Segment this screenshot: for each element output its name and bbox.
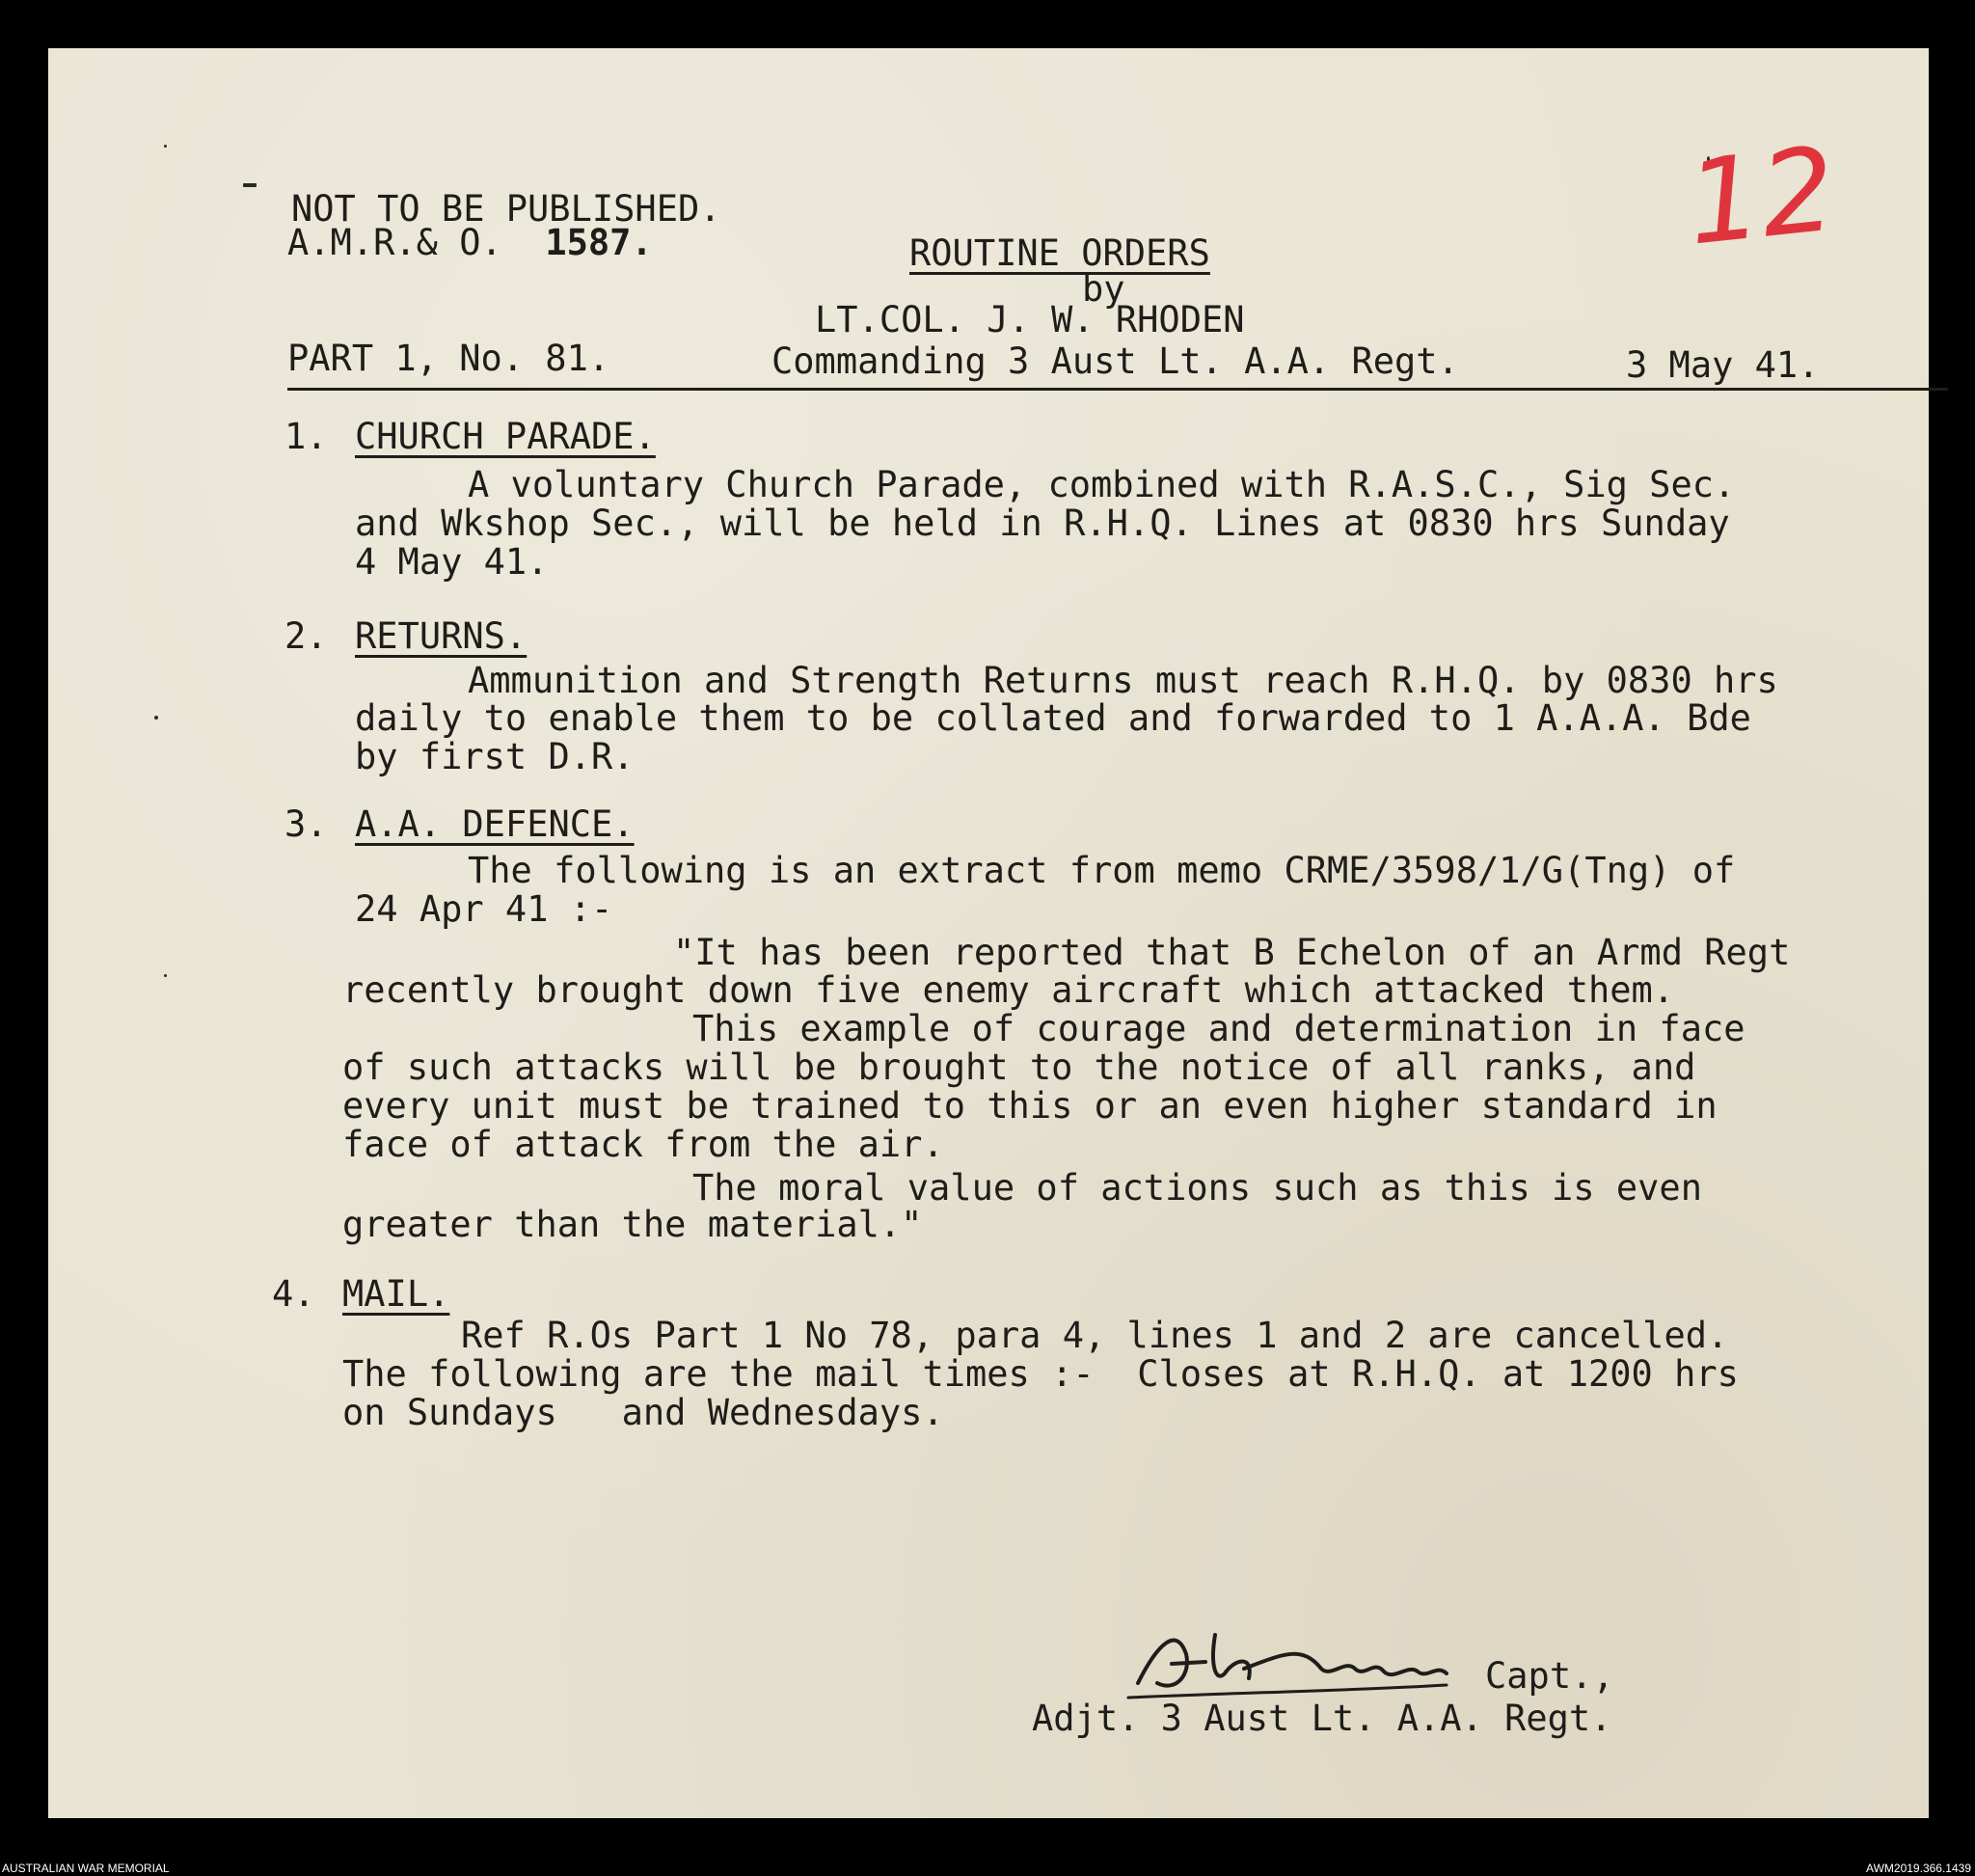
section-line: Ammunition and Strength Returns must reach R.H.Q. by 0830 hrs	[468, 660, 1778, 701]
section-heading: A.A. DEFENCE.	[355, 803, 635, 845]
section-line: Ref R.Os Part 1 No 78, para 4, lines 1 and 2 are cancelled.	[461, 1315, 1729, 1356]
quoted-line: The moral value of actions such as this is even	[692, 1167, 1702, 1209]
amro-number: 1587.	[545, 222, 653, 263]
footer-accession-number: AWM2019.366.1439	[1866, 1862, 1971, 1875]
quoted-line: recently brought down five enemy aircraft which attacked them.	[342, 969, 1675, 1011]
section-heading: MAIL.	[342, 1273, 450, 1315]
section-line: and Wkshop Sec., will be held in R.H.Q. Lines at 0830 hrs Sunday	[355, 503, 1730, 544]
ink-speck	[164, 974, 167, 977]
quoted-line: This example of courage and determination in face	[692, 1008, 1745, 1049]
footer-institution: AUSTRALIAN WAR MEMORIAL	[2, 1862, 170, 1875]
quoted-line: "It has been reported that B Echelon of an Armd Regt	[673, 932, 1791, 973]
commanding-line: Commanding 3 Aust Lt. A.A. Regt.	[771, 340, 1459, 382]
section-line: A voluntary Church Parade, combined with R.A.S.C., Sig Sec.	[468, 464, 1736, 505]
section-line: daily to enable them to be collated and forwarded to 1 A.A.A. Bde	[355, 697, 1751, 739]
section-line: by first D.R.	[355, 736, 635, 777]
ink-speck	[164, 145, 167, 148]
document-title: ROUTINE ORDERS	[909, 232, 1210, 274]
quoted-line: every unit must be trained to this or an even higher standard in	[342, 1085, 1718, 1127]
quoted-line: of such attacks will be brought to the notice of all ranks, and	[342, 1047, 1696, 1088]
section-number: 4.	[272, 1273, 315, 1315]
part-number: PART 1, No. 81.	[287, 338, 610, 379]
section-number: 2.	[284, 615, 328, 657]
document-page	[48, 48, 1929, 1818]
order-date: 3 May 41.	[1626, 344, 1820, 386]
section-line: The following are the mail times :- Closes at R.H.Q. at 1200 hrs	[342, 1353, 1739, 1395]
signatory-appointment: Adjt. 3 Aust Lt. A.A. Regt.	[1032, 1698, 1612, 1739]
section-line: 24 Apr 41 :-	[355, 888, 613, 930]
quoted-line: face of attack from the air.	[342, 1124, 944, 1165]
section-line: 4 May 41.	[355, 541, 549, 583]
handwritten-folio-number: 12	[1681, 122, 1842, 272]
section-heading: RETURNS.	[355, 615, 528, 657]
signatory-rank: Capt.,	[1485, 1655, 1614, 1697]
amro-reference: A.M.R.& O. 1587.	[287, 222, 653, 263]
section-line: on Sundays and Wednesdays.	[342, 1392, 944, 1433]
quoted-line: greater than the material."	[342, 1204, 923, 1245]
section-number: 3.	[284, 803, 328, 845]
title-by: by	[1082, 268, 1125, 310]
section-number: 1.	[284, 416, 328, 457]
commander-name: LT.COL. J. W. RHODEN	[815, 299, 1245, 340]
ink-speck	[154, 716, 158, 720]
header-rule	[287, 388, 1948, 391]
section-line: The following is an extract from memo CRME/3598/1/G(Tng) of	[468, 850, 1736, 891]
section-heading: CHURCH PARADE.	[355, 416, 656, 457]
ink-mark	[243, 183, 257, 187]
not-published-notice: NOT TO BE PUBLISHED.	[291, 188, 721, 230]
